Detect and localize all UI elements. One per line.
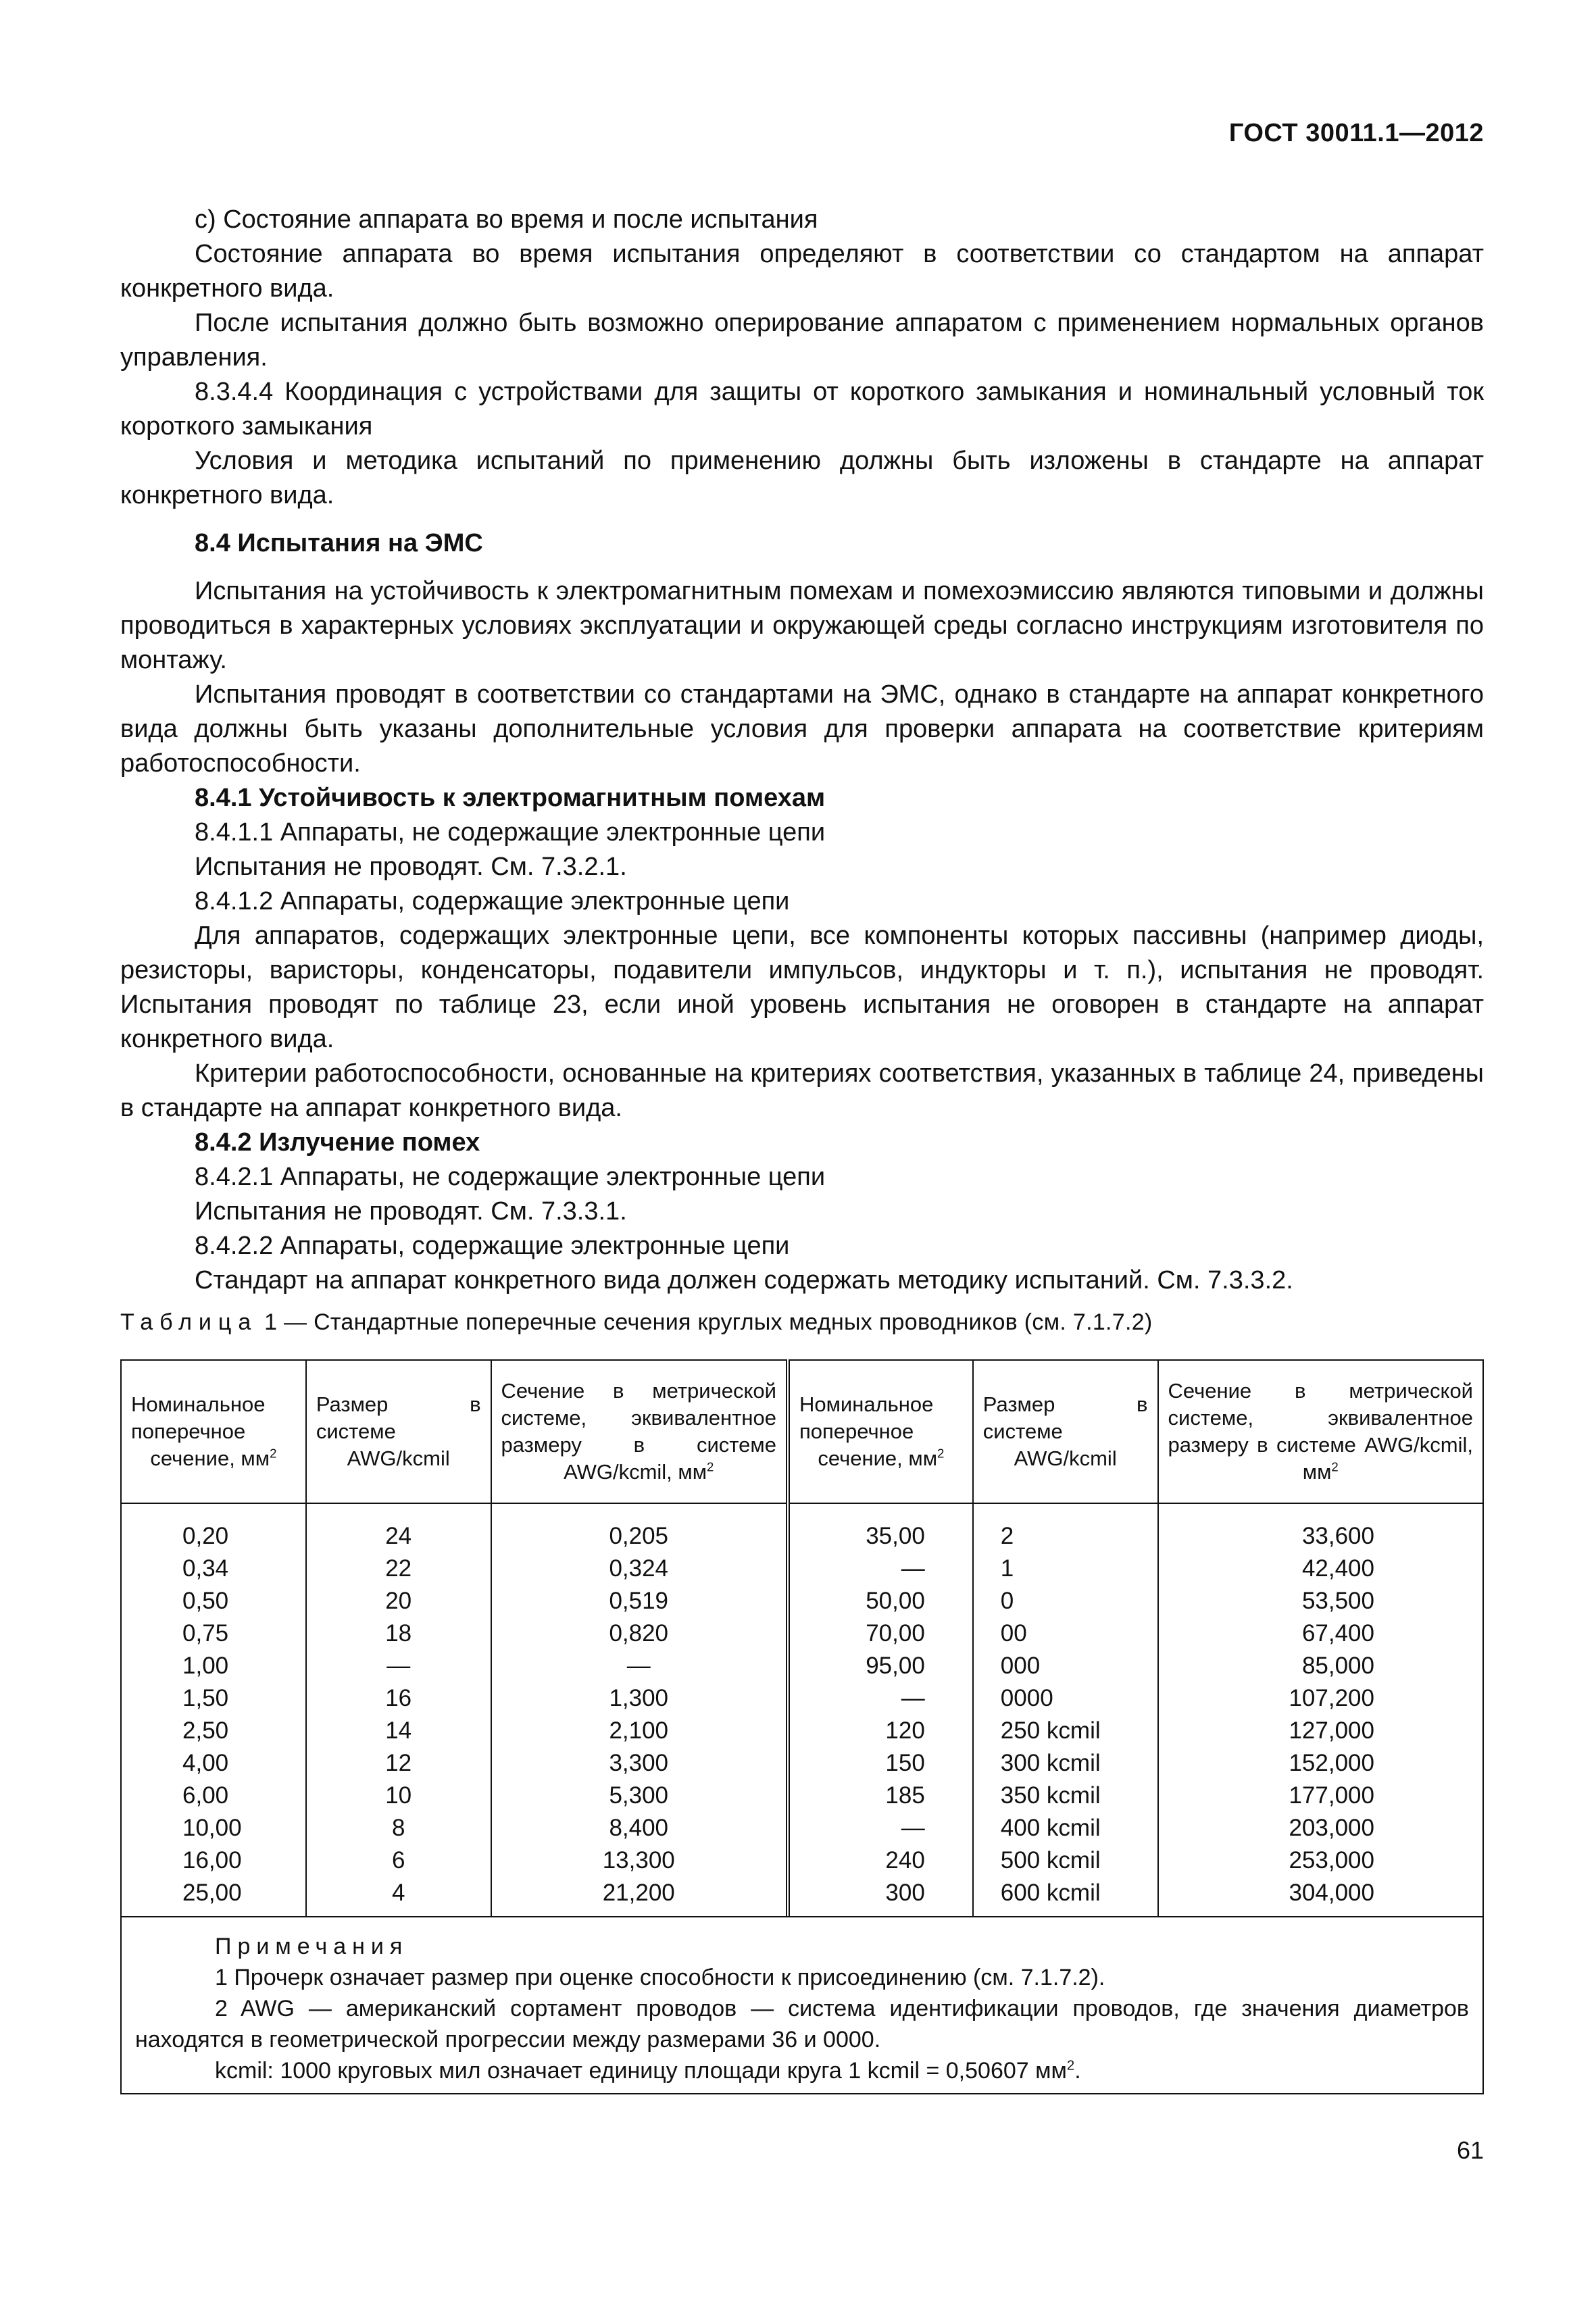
table-cell: 21,200	[491, 1877, 788, 1917]
table-row	[121, 1650, 1483, 1682]
table-cell: 2	[973, 1520, 1158, 1553]
table-cell: 500 kcmil	[973, 1844, 1158, 1877]
paragraph-c-state: с) Состояние аппарата во время и после испытания	[195, 205, 818, 234]
paragraph-method-standard: Стандарт на аппарат конкретного вида должен содержать методику испытаний. См. 7.3.3.2.	[195, 1266, 1293, 1294]
table-cell: 0,820	[491, 1617, 788, 1650]
conductor-cross-section-table	[120, 1359, 1484, 1917]
table-cell: 70,00	[788, 1617, 973, 1650]
table-spacer-row	[121, 1503, 1483, 1520]
table-cell: 6,00	[121, 1780, 306, 1812]
table-cell: 10,00	[121, 1812, 306, 1844]
table-row	[121, 1715, 1483, 1747]
table-cell: 0	[973, 1585, 1158, 1617]
table-cell: 16	[306, 1682, 491, 1715]
table-row	[121, 1682, 1483, 1715]
table-cell: 1	[973, 1553, 1158, 1585]
table-cell: 20	[306, 1585, 491, 1617]
table-header-row	[121, 1360, 1483, 1503]
table-cell: —	[788, 1812, 973, 1844]
table-cell: 350 kcmil	[973, 1780, 1158, 1812]
table-cell: 177,000	[1158, 1780, 1484, 1812]
table-cell: —	[788, 1553, 973, 1585]
paragraph-not-tested-2: Испытания не проводят. См. 7.3.3.1.	[195, 1197, 627, 1226]
table-caption-number: 1	[264, 1309, 278, 1335]
table-header-cell: Номинальное поперечное сечение, $мм^2$	[121, 1360, 306, 1503]
document-code: ГОСТ 30011.1—2012	[1228, 119, 1484, 147]
table-cell: 6	[306, 1844, 491, 1877]
table-header-cell: Сечение в метрической системе, эквивалентное размеру в системе AWG/kcmil, $мм^2$	[491, 1360, 788, 1503]
table-cell: 14	[306, 1715, 491, 1747]
table-cell: 25,00	[121, 1877, 306, 1917]
table-cell: 67,400	[1158, 1617, 1484, 1650]
table-row	[121, 1877, 1483, 1917]
table-cell: 13,300	[491, 1844, 788, 1877]
table-caption	[120, 1309, 1153, 1336]
section-heading-8-4-2: 8.4.2 Излучение помех	[195, 1128, 480, 1157]
paragraph-8-4-2-1: 8.4.2.1 Аппараты, не содержащие электронные цепи	[195, 1163, 826, 1191]
paragraph-emc-immunity: Испытания на устойчивость к электромагнитным помехам и помехоэмиссию являются типовыми и должны проводиться в характерных условиях эксплуатации и окружающей среды согласно инструкциям изготовителя по монтажу.	[120, 577, 1484, 674]
table-cell: 300 kcmil	[973, 1747, 1158, 1780]
table-cell: 0,34	[121, 1553, 306, 1585]
table-cell: 3,300	[491, 1747, 788, 1780]
table-cell: 2,100	[491, 1715, 788, 1747]
page-number: 61	[1456, 2136, 1484, 2164]
table-cell: 50,00	[788, 1585, 973, 1617]
paragraph-8-4-1-1: 8.4.1.1 Аппараты, не содержащие электронные цепи	[195, 818, 826, 847]
table-cell: 0,519	[491, 1585, 788, 1617]
table-cell: 2,50	[121, 1715, 306, 1747]
table-cell: 304,000	[1158, 1877, 1484, 1917]
table-cell: 0,324	[491, 1553, 788, 1585]
paragraph-passive-components: Для аппаратов, содержащих электронные цепи, все компоненты которых пассивны (например диоды, резисторы, варисторы, конденсаторы, подавители импульсов, индукторы и т. п.), испытания не проводят. Испытания проводят по таблице 23, если иной уровень испытания не оговорен в стандарте на аппарат конкретного вида.	[120, 922, 1484, 1053]
table-cell: 12	[306, 1747, 491, 1780]
table-cell: 400 kcmil	[973, 1812, 1158, 1844]
section-heading-8-4: 8.4 Испытания на ЭМС	[195, 529, 483, 557]
section-heading-8-4-1: 8.4.1 Устойчивость к электромагнитным помехам	[195, 784, 826, 812]
table-cell: 35,00	[788, 1520, 973, 1553]
table-cell: 18	[306, 1617, 491, 1650]
table-cell: 152,000	[1158, 1747, 1484, 1780]
note-1: 1 Прочерк означает размер при оценке способности к присоединению (см. 7.1.7.2).	[215, 1965, 1105, 1990]
table-cell: 000	[973, 1650, 1158, 1682]
table-cell: 95,00	[788, 1650, 973, 1682]
table-row	[121, 1812, 1483, 1844]
table-cell: 8,400	[491, 1812, 788, 1844]
table-row	[121, 1617, 1483, 1650]
table-cell: 8	[306, 1812, 491, 1844]
table-cell: 42,400	[1158, 1553, 1484, 1585]
table-cell: 253,000	[1158, 1844, 1484, 1877]
table-caption-label: Таблица	[120, 1309, 258, 1335]
table-cell: 0,20	[121, 1520, 306, 1553]
table-cell: 0,75	[121, 1617, 306, 1650]
table-row	[121, 1844, 1483, 1877]
table-cell: 10	[306, 1780, 491, 1812]
paragraph-not-tested-1: Испытания не проводят. См. 7.3.2.1.	[195, 853, 627, 881]
table-cell: 1,50	[121, 1682, 306, 1715]
table-cell: 185	[788, 1780, 973, 1812]
paragraph-8-4-1-2: 8.4.1.2 Аппараты, содержащие электронные цепи	[195, 887, 790, 915]
body-text	[120, 203, 1484, 1298]
table-cell: 600 kcmil	[973, 1877, 1158, 1917]
table-row	[121, 1585, 1483, 1617]
table-cell: 0,50	[121, 1585, 306, 1617]
table-row	[121, 1747, 1483, 1780]
paragraph-conditions: Условия и методика испытаний по применению должны быть изложены в стандарте на аппарат конкретного вида.	[120, 447, 1484, 509]
table-header-cell: Размер в системе AWG/kcmil	[973, 1360, 1158, 1503]
table-cell: 250 kcmil	[973, 1715, 1158, 1747]
table-cell: 00	[973, 1617, 1158, 1650]
table-cell: 1,300	[491, 1682, 788, 1715]
table-cell: 127,000	[1158, 1715, 1484, 1747]
table-cell: 107,200	[1158, 1682, 1484, 1715]
table-cell: 22	[306, 1553, 491, 1585]
table-notes	[120, 1916, 1484, 2094]
paragraph-after-test: После испытания должно быть возможно оперирование аппаратом с применением нормальных органов управления.	[120, 309, 1484, 372]
paragraph-emc-standards: Испытания проводят в соответствии со стандартами на ЭМС, однако в стандарте на аппарат конкретного вида должны быть указаны дополнительные условия для проверки аппарата на соответствие критериям работоспособности.	[120, 680, 1484, 778]
note-2: 2 AWG — американский сортамент проводов — система идентификации проводов, где значения диаметров находятся в геометрической прогрессии между размерами 36 и 0000.	[135, 1996, 1469, 2053]
table-row	[121, 1553, 1483, 1585]
table-cell: 0000	[973, 1682, 1158, 1715]
table-header-cell: Номинальное поперечное сечение, $мм^2$	[788, 1360, 973, 1503]
table-cell: 53,500	[1158, 1585, 1484, 1617]
table-row	[121, 1780, 1483, 1812]
paragraph-8-4-2-2: 8.4.2.2 Аппараты, содержащие электронные цепи	[195, 1232, 790, 1260]
table-cell: 4	[306, 1877, 491, 1917]
paragraph-performance-criteria: Критерии работоспособности, основанные на критериях соответствия, указанных в таблице 24, приведены в стандарте на аппарат конкретного вида.	[120, 1059, 1484, 1122]
table-cell: 0,205	[491, 1520, 788, 1553]
table-cell: 85,000	[1158, 1650, 1484, 1682]
table-cell: 203,000	[1158, 1812, 1484, 1844]
table-cell: 300	[788, 1877, 973, 1917]
table-caption-text: — Стандартные поперечные сечения круглых медных проводников (см. 7.1.7.2)	[284, 1309, 1153, 1335]
table-cell: 1,00	[121, 1650, 306, 1682]
table-cell: 240	[788, 1844, 973, 1877]
paragraph-8-3-4-4: 8.3.4.4 Координация с устройствами для защиты от короткого замыкания и номинальный условный ток короткого замыкания	[120, 378, 1484, 441]
table-row	[121, 1520, 1483, 1553]
table-cell: 5,300	[491, 1780, 788, 1812]
table-cell: 16,00	[121, 1844, 306, 1877]
table-cell: —	[491, 1650, 788, 1682]
table-cell: 33,600	[1158, 1520, 1484, 1553]
table-cell: 150	[788, 1747, 973, 1780]
table-header-cell: Размер в системе AWG/kcmil	[306, 1360, 491, 1503]
paragraph-state-during-test: Состояние аппарата во время испытания определяют в соответствии со стандартом на аппарат конкретного вида.	[120, 240, 1484, 303]
table-cell: 24	[306, 1520, 491, 1553]
table-cell: 4,00	[121, 1747, 306, 1780]
notes-title: Примечания	[215, 1934, 409, 1959]
table-header-cell: Сечение в метрической системе, эквивалентное размеру в системе AWG/kcmil, $мм^2$	[1158, 1360, 1484, 1503]
table-cell: —	[306, 1650, 491, 1682]
table-cell: 120	[788, 1715, 973, 1747]
note-3: kcmil: 1000 круговых мил означает единицу площади круга 1 kcmil = 0,50607 $мм^2$.	[215, 2058, 1081, 2084]
table-cell: —	[788, 1682, 973, 1715]
